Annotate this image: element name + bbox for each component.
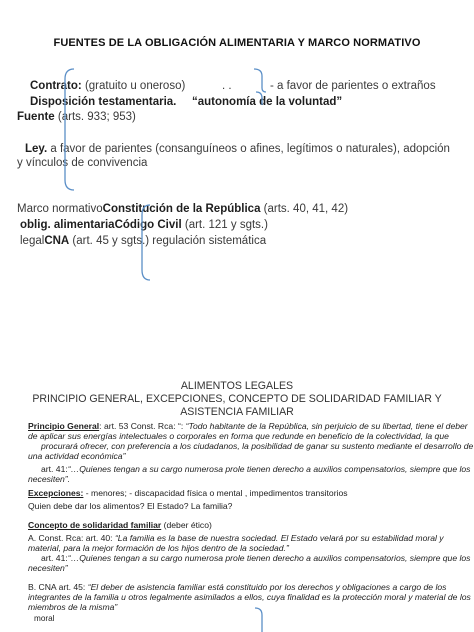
pg-quote-2: de aplicar sus energías intelectuales o corporales en forma que redunde en beneficio de la colectividad, la que	[28, 431, 449, 441]
contrato-text: (gratuito u oneroso)	[81, 80, 186, 92]
b-line	[28, 582, 446, 592]
b-quote-1: “El deber de asistencia familiar está constituido por los derechos y obligaciones a cargo de los	[87, 582, 447, 592]
ley-label: Ley.	[25, 143, 48, 155]
art41-line	[41, 464, 470, 474]
ley-line	[25, 143, 450, 155]
solidaridad-line	[28, 520, 212, 530]
right-brace-1	[254, 69, 266, 92]
excepciones-line	[28, 488, 348, 498]
oblig-line	[20, 219, 268, 231]
quien-line: Quien debe dar los alimentos? El Estado? La familia?	[28, 501, 233, 511]
legal-a: legal	[20, 235, 45, 247]
pg-quote-1: “Todo habitante de la República, sin perjuicio de su libertad, tiene el deber	[185, 421, 468, 431]
a-ref: A. Const. Rca: art. 40:	[28, 533, 115, 543]
contrato-label: Contrato:	[30, 80, 82, 92]
legal-b: CNA	[44, 235, 70, 247]
pg-quote-3: procurará ofrecer, con preferencia a los ciudadanos, la posibilidad de ganar su sustento mediante el desarrollo de	[41, 441, 474, 451]
pg-label: Principio General	[28, 421, 100, 431]
section-title-1: ALIMENTOS LEGALES	[180, 380, 294, 392]
art41-text: “…Quienes tengan a su cargo numerosa prole tienen derecho a auxilios compensatorios, siempre que los	[67, 464, 471, 474]
bottom-brace	[255, 608, 262, 632]
a-quote-2: material, para la mejor formación de los hijos dentro de la sociedad.”	[28, 543, 289, 553]
section-title-3: ASISTENCIA FAMILIAR	[180, 406, 294, 418]
a41-ref: art. 41:	[41, 553, 68, 563]
ley-text-1: a favor de parientes (consanguíneos o afines, legítimos o naturales), adopción	[47, 143, 450, 155]
oblig-b: Código Civil	[114, 219, 182, 231]
marco-a: Marco normativo	[17, 203, 103, 215]
a41-line	[41, 553, 470, 563]
section-title-2: PRINCIPIO GENERAL, EXCEPCIONES, CONCEPTO DE SOLIDARIDAD FAMILIAR Y	[32, 393, 442, 405]
fuente-line	[17, 111, 136, 123]
contrato-dots: . .	[222, 80, 232, 92]
sol-label: Concepto de solidaridad familiar	[28, 520, 162, 530]
b-ref: B. CNA art. 45:	[28, 582, 88, 592]
b-quote-3: miembros de la misma”	[28, 602, 118, 612]
contrato-right: - a favor de parientes o extraños	[270, 80, 436, 92]
document-title: FUENTES DE LA OBLIGACIÓN ALIMENTARIA Y MARCO NORMATIVO	[53, 37, 421, 49]
oblig-c: (art. 121 y sgts.)	[181, 219, 268, 231]
marco-c: (arts. 40, 41, 42)	[260, 203, 349, 215]
art41-text-2: necesiten”.	[28, 474, 71, 484]
fuente-label: Fuente	[17, 111, 55, 123]
b-quote-2: integrantes de la familia u otros legalmente asimilados a ellos, cuya finalidad es la protección moral y material de los	[28, 592, 471, 602]
legal-line	[20, 235, 266, 247]
disposicion-right: “autonomía de la voluntad”	[192, 96, 343, 108]
contrato-line	[30, 80, 185, 92]
a-quote-1: “La familia es la base de nuestra sociedad. El Estado velará por su estabilidad moral y	[114, 533, 444, 543]
moral-label: moral	[34, 614, 55, 623]
a41-text-2: necesiten”	[28, 563, 68, 573]
exc-label: Excepciones:	[28, 488, 84, 498]
disposicion-label: Disposición testamentaria.	[30, 96, 177, 108]
a41-text: “…Quienes tengan a su cargo numerosa prole tienen derecho a auxilios compensatorios, siempre que los	[67, 553, 471, 563]
principio-general	[28, 421, 468, 431]
marco-b: Constitución de la República	[102, 203, 261, 215]
marco-line	[17, 203, 348, 215]
a-line	[28, 533, 444, 543]
ley-text-2: y vínculos de convivencia	[17, 157, 148, 169]
pg-quote-4: una actividad económica”	[28, 451, 126, 461]
sol-text: (deber ético)	[161, 520, 212, 530]
fuente-text: (arts. 933; 953)	[54, 111, 136, 123]
art41-ref: art. 41:	[41, 464, 68, 474]
legal-c: (art. 45 y sgts.) regulación sistemática	[69, 235, 267, 247]
oblig-a: oblig. alimentaria	[20, 219, 115, 231]
pg-ref: : art. 53 Const. Rca: “:	[99, 421, 186, 431]
exc-text: - menores; - discapacidad física o mental , impedimentos transitorios	[83, 488, 348, 498]
